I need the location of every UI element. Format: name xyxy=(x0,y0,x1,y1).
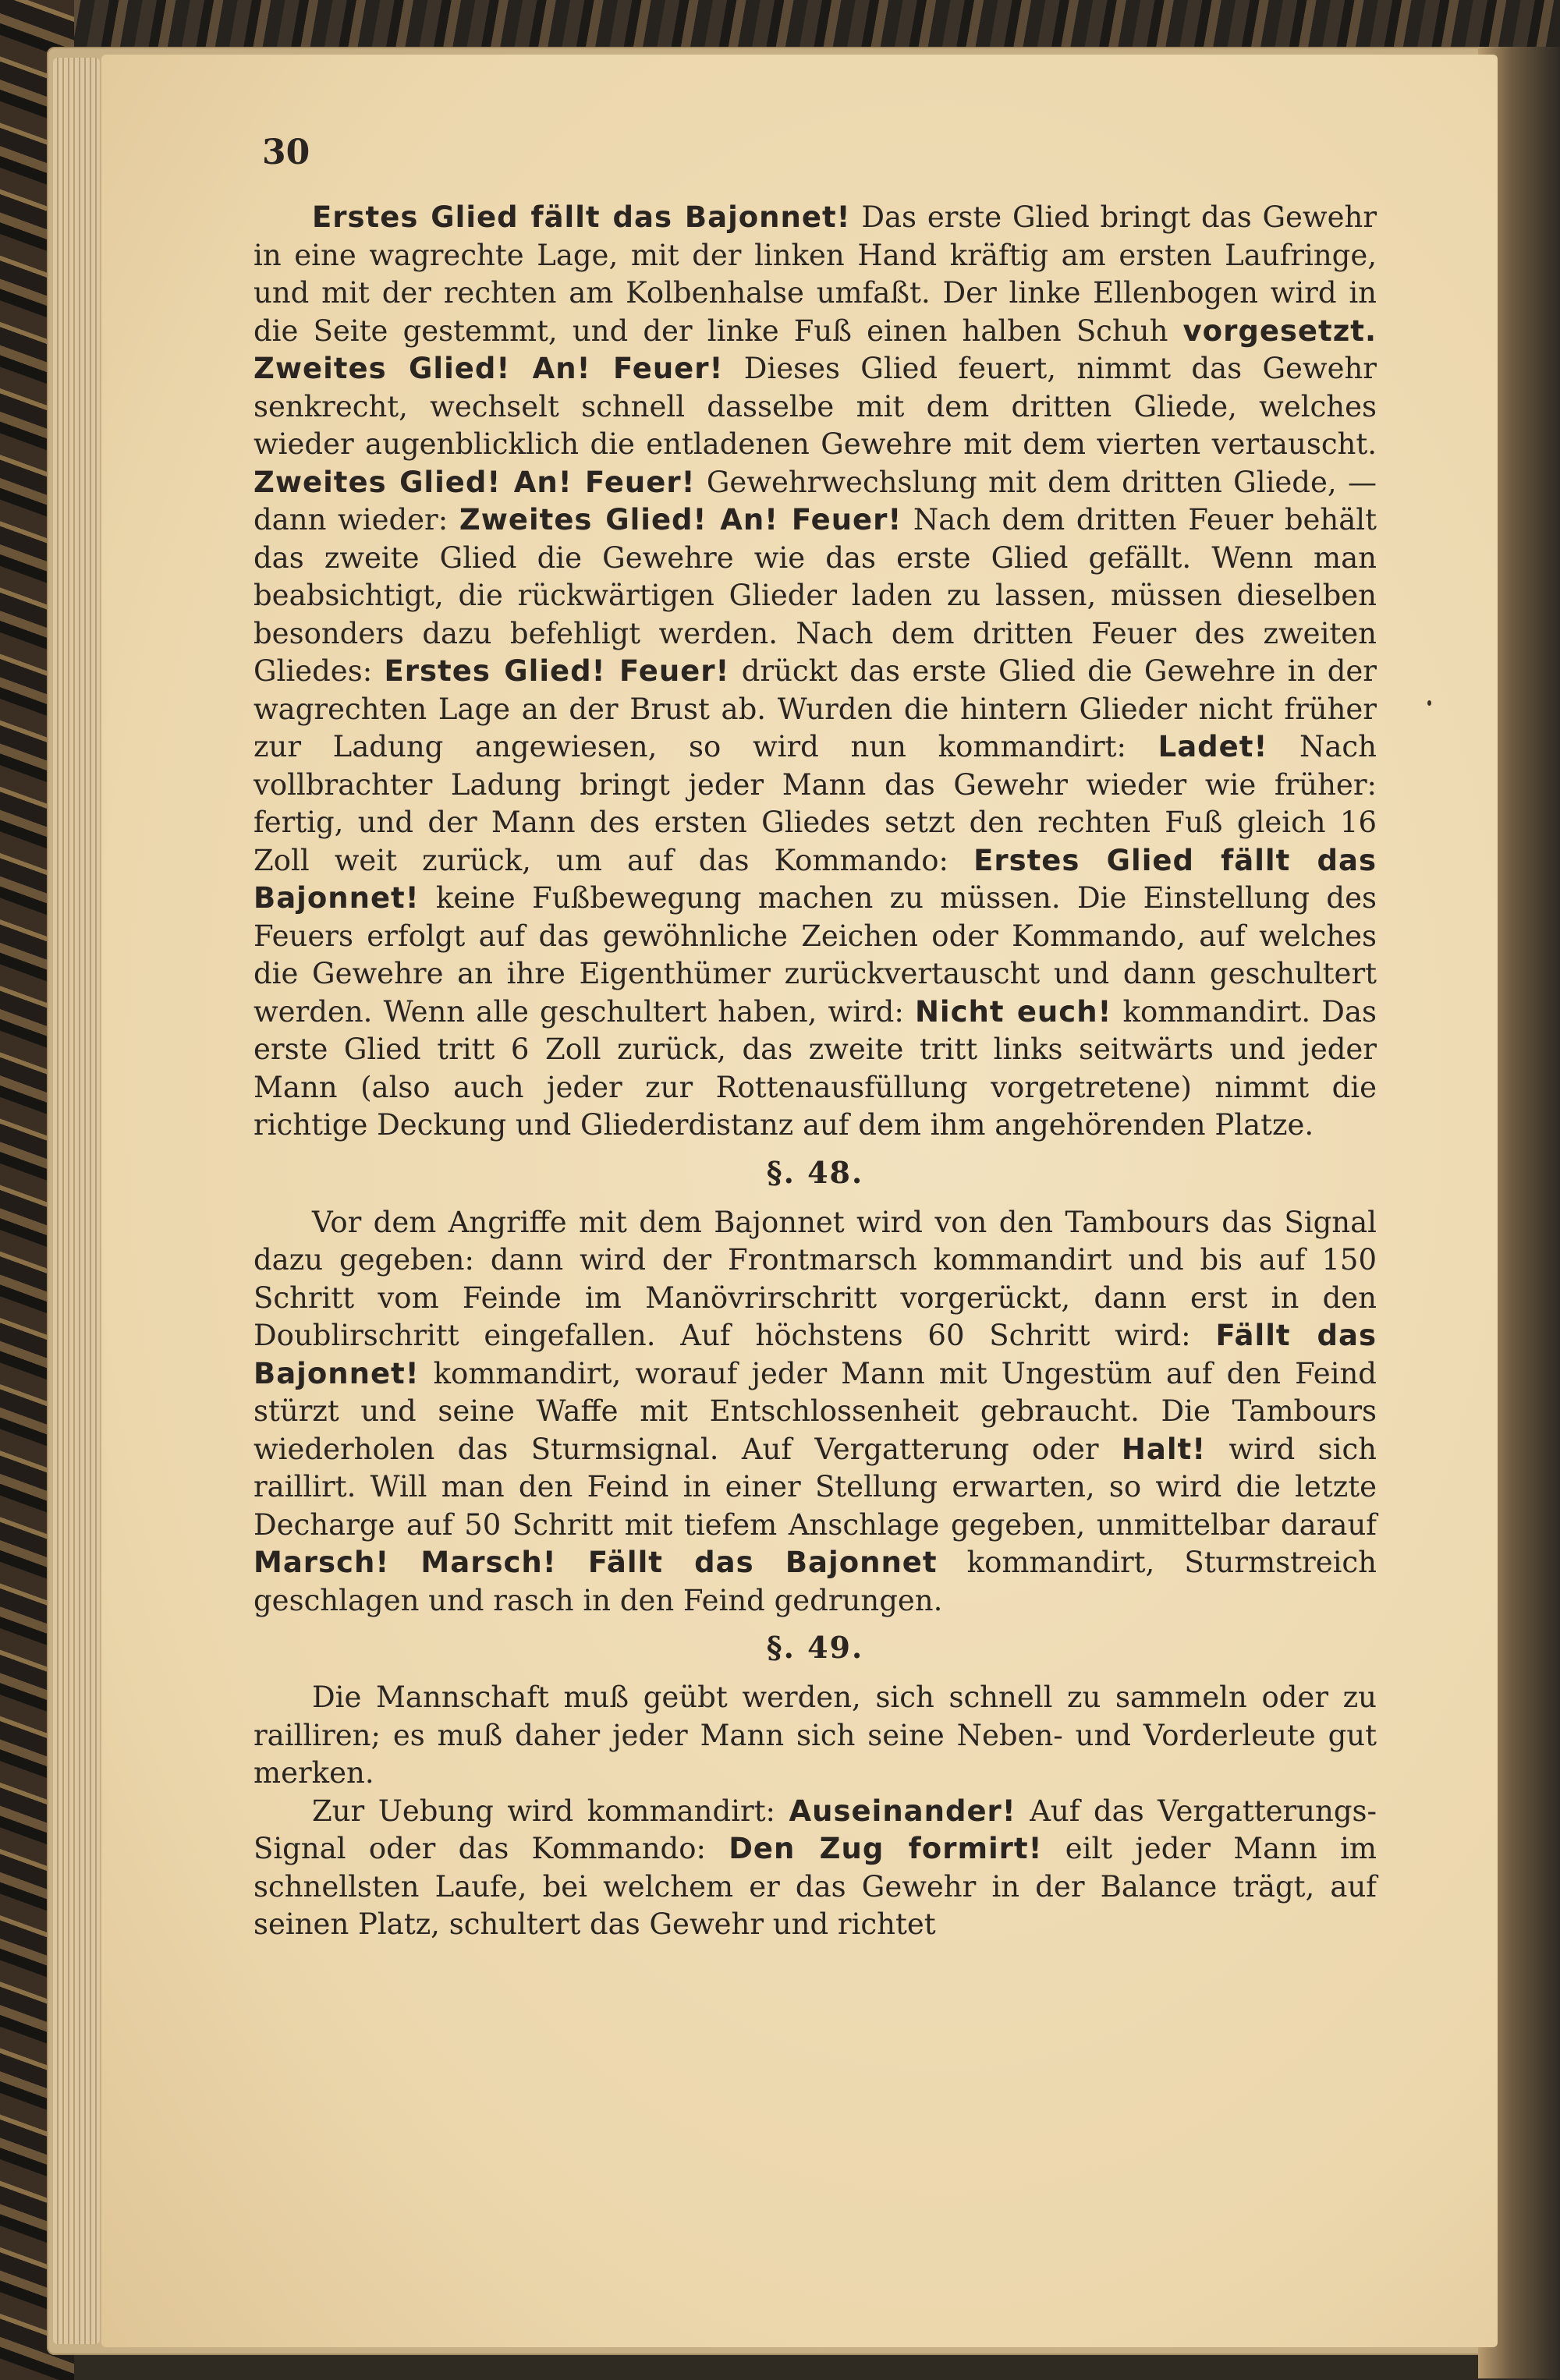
page-body xyxy=(254,199,1377,1944)
command-erstes-glied-feuer: Erstes Glied! Feuer! xyxy=(384,654,730,688)
text-run: kommandirt, worauf jeder Mann mit Ungestüm auf den Feind stürzt und seine Waffe mit Entschlossenheit gebraucht. Die Tambours wiederholen das Sturmsignal. Auf Vergatterung oder xyxy=(254,1356,1377,1466)
text-run: Zur Uebung wird kommandirt: xyxy=(312,1794,789,1828)
command-zweites-glied-feuer: Zweites Glied! An! Feuer! xyxy=(254,465,696,499)
text-run: Nach dem dritten Feuer behält das zweite Glied die Gewehre wie das erste Glied gefällt. Wenn man beabsichtigt, die rückwärtigen Glieder laden zu lassen, müssen dieselben besonders dazu befehligt werden. Nach dem dritten Feuer des zweiten Gliedes: xyxy=(254,503,1377,688)
section-heading-48: §. 48. xyxy=(766,1154,864,1190)
text-run: kommandirt, Sturmstreich geschlagen und rasch in den Feind gedrungen. xyxy=(254,1546,1377,1617)
paper-speck xyxy=(1427,700,1431,706)
text-run: Das erste Glied bringt das Gewehr in eine wagrechte Lage, mit der linken Hand kräftig am ersten Laufringe, und mit der rechten am Kolbenhalse umfaßt. Der linke Ellenbogen wird in die Seite gestemmt, und der linke Fuß einen halben Schuh xyxy=(254,200,1377,348)
command-zweites-glied-feuer: Zweites Glied! An! Feuer! xyxy=(254,352,724,385)
text-run: wird sich raillirt. Will man den Feind in einer Stellung erwarten, so wird die letzte Decharge auf 50 Schritt mit tiefem Anschlage gegeben, unmittelbar darauf xyxy=(254,1432,1377,1542)
command-marsch-marsch: Marsch! Marsch! Fällt das Bajonnet xyxy=(254,1546,938,1579)
text-run: drückt das erste Glied die Gewehre in der wagrechten Lage an der Brust ab. Wurden die hintern Glieder nicht früher zur Ladung angewiesen, so wird nun kommandirt: xyxy=(254,654,1377,763)
command-auseinander: Auseinander! xyxy=(789,1794,1016,1828)
text-run: eilt jeder Mann im schnellsten Laufe, bei welchem er das Gewehr in der Balance trägt, auf seinen Platz, schultert das Gewehr und richtet xyxy=(254,1832,1377,1941)
emphasis-vorgesetzt: vorgesetzt. xyxy=(1182,313,1377,348)
command-zweites-glied-feuer: Zweites Glied! An! Feuer! xyxy=(459,503,902,537)
command-erstes-glied-faellt: Erstes Glied fällt das Bajonnet! xyxy=(312,200,851,234)
text-run: Dieses Glied feuert, nimmt das Gewehr senkrecht, wechselt schnell dasselbe mit dem dritten Gliede, welches wieder augenblicklich die entladenen Gewehre mit dem vierten vertauscht. xyxy=(254,352,1377,461)
paragraph-section-48 xyxy=(254,1204,1377,1620)
text-run: Vor dem Angriffe mit dem Bajonnet wird von den Tambours das Signal dazu gegeben: dann wird der Frontmarsch kommandirt und bis auf 150 Schritt vom Feinde im Manövrirschritt vorgerückt, dann erst in den Doublirschritt eingefallen. Auf höchstens 60 Schritt wird: xyxy=(254,1205,1377,1352)
command-erstes-glied-faellt: Erstes Glied fällt das Bajonnet! xyxy=(254,843,1377,915)
text-run: Nach vollbrachter Ladung bringt jeder Mann das Gewehr wieder wie früher: fertig, und der Mann des ersten Gliedes setzt den rechten Fuß gleich 16 Zoll weit zurück, um auf das Kommando: xyxy=(254,730,1377,877)
command-den-zug-formirt: Den Zug formirt! xyxy=(729,1832,1043,1865)
command-ladet: Ladet! xyxy=(1158,730,1268,763)
text-run: Gewehrwechslung mit dem dritten Gliede, — dann wieder: xyxy=(254,465,1377,537)
page-number: 30 xyxy=(262,133,310,172)
section-heading-49: §. 49. xyxy=(766,1630,864,1665)
command-nicht-euch: Nicht euch! xyxy=(914,994,1112,1029)
text-run: kommandirt. Das erste Glied tritt 6 Zoll zurück, das zweite tritt links seitwärts und jeder Mann (also auch jeder zur Rottenausfüllung vorgetretene) nimmt die richtige Deckung und Gliederdistanz auf dem ihm angehörenden Platze. xyxy=(254,994,1377,1142)
paragraph-section-49-b xyxy=(254,1793,1377,1944)
paragraph-section-49-a: Die Mannschaft muß geübt werden, sich schnell zu sammeln oder zu railliren; es muß daher jeder Mann sich seine Neben- und Vorderleute gut merken. xyxy=(254,1681,1377,1790)
command-halt: Halt! xyxy=(1121,1432,1207,1466)
command-faellt-das-bajonnet: Fällt das Bajonnet! xyxy=(254,1319,1377,1390)
text-run: Auf das Vergatterungs-Signal oder das Kommando: xyxy=(254,1794,1377,1865)
text-run: keine Fußbewegung machen zu müssen. Die Einstellung des Feuers erfolgt auf das gewöhnliche Zeichen oder Kommando, auf welches die Gewehre an ihre Eigenthümer zurückvertauscht und dann geschultert werden. Wenn alle geschultert haben, wird: xyxy=(254,881,1377,1029)
paragraph-bajonnet-fire xyxy=(254,199,1377,1145)
